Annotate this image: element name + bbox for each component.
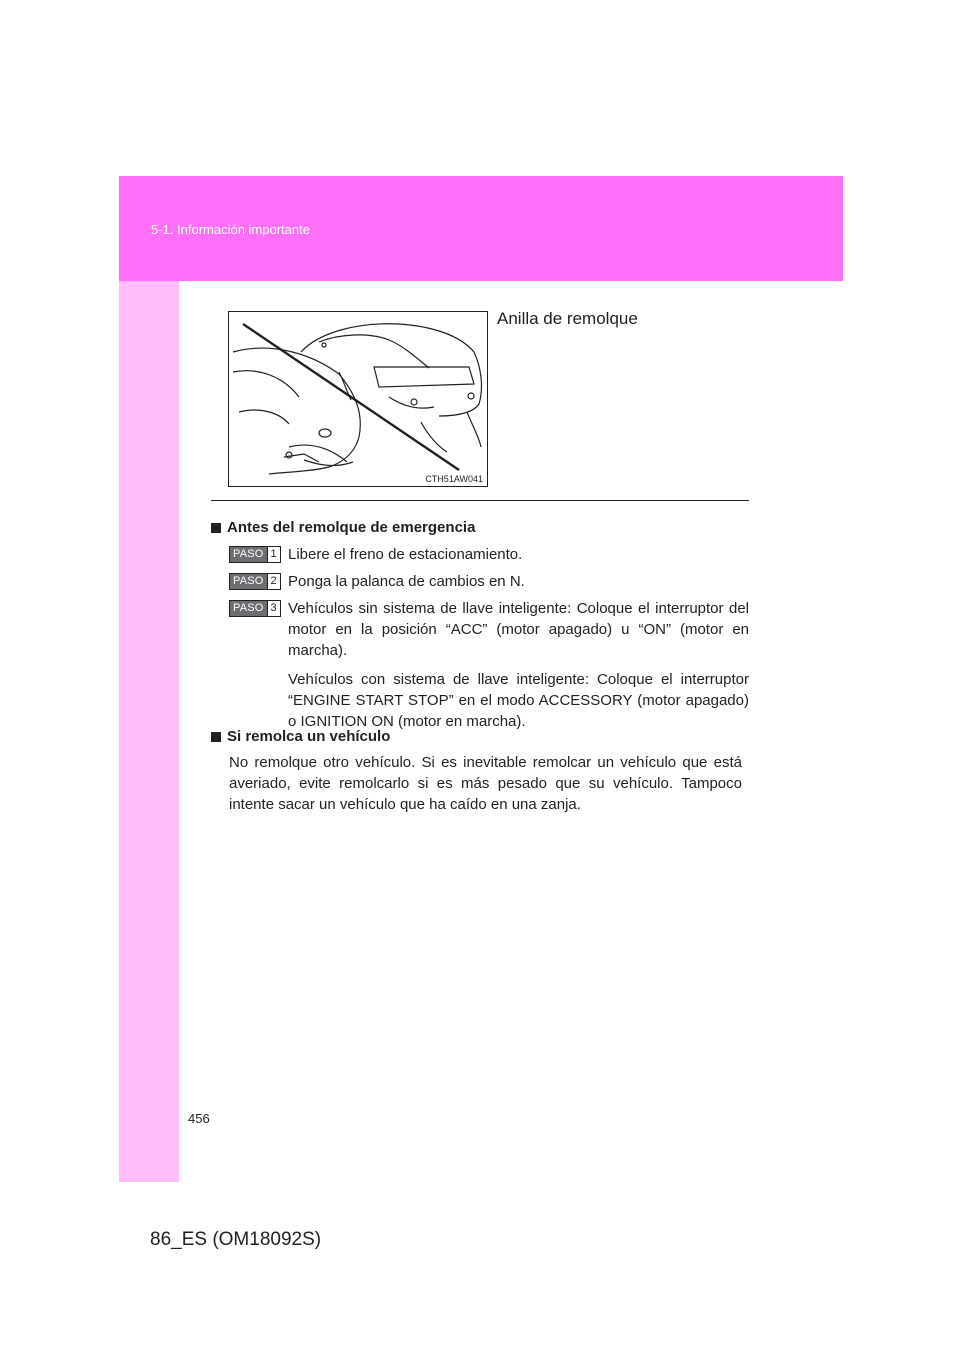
step-label: PASO [230,574,267,589]
figure-caption: Anilla de remolque [497,309,638,328]
step-number: 2 [267,574,280,589]
step-text-continued: Vehículos con sistema de llave inteligente: Coloque el interruptor “ENGINE START STOP” en el modo ACCESSORY (motor apagado) o IGNITION ON (motor en marcha). [288,671,749,730]
side-tab-band [119,281,179,1182]
step-badge [229,600,281,617]
figure-code: CTH51AW041 [425,474,483,484]
bullet-square-icon [211,732,221,742]
step-2 [229,571,749,592]
divider [211,500,749,501]
section-header: 5-1. Información importante [151,222,310,237]
section-title-text: Si remolca un vehículo [227,728,391,745]
step-label: PASO [230,601,267,616]
step-text: Ponga la palanca de cambios en N. [288,573,525,590]
towing-eyelet-illustration [228,311,488,487]
step-1 [229,544,749,565]
section-title-text: Antes del remolque de emergencia [227,519,476,536]
step-3 [229,598,749,732]
step-text: Vehículos sin sistema de llave inteligente: Coloque el interruptor del motor en la posición “ACC” (motor apagado) u “ON” (motor en marcha). [288,600,749,659]
step-badge [229,546,281,563]
car-illustration-svg [229,312,487,486]
page-number: 456 [188,1111,210,1126]
section-title-towing [211,728,390,745]
step-number: 1 [267,547,280,562]
step-text: Libere el freno de estacionamiento. [288,546,523,563]
step-label: PASO [230,547,267,562]
bullet-square-icon [211,523,221,533]
step-number: 3 [267,601,280,616]
document-code: 86_ES (OM18092S) [150,1229,322,1250]
section-title-emergency [211,519,475,536]
step-badge [229,573,281,590]
towing-paragraph: No remolque otro vehículo. Si es inevitable remolcar un vehículo que está averiado, evite remolcarlo si es más pesado que su vehículo. Tampoco intente sacar un vehículo que ha caído en una zanja. [229,754,742,813]
